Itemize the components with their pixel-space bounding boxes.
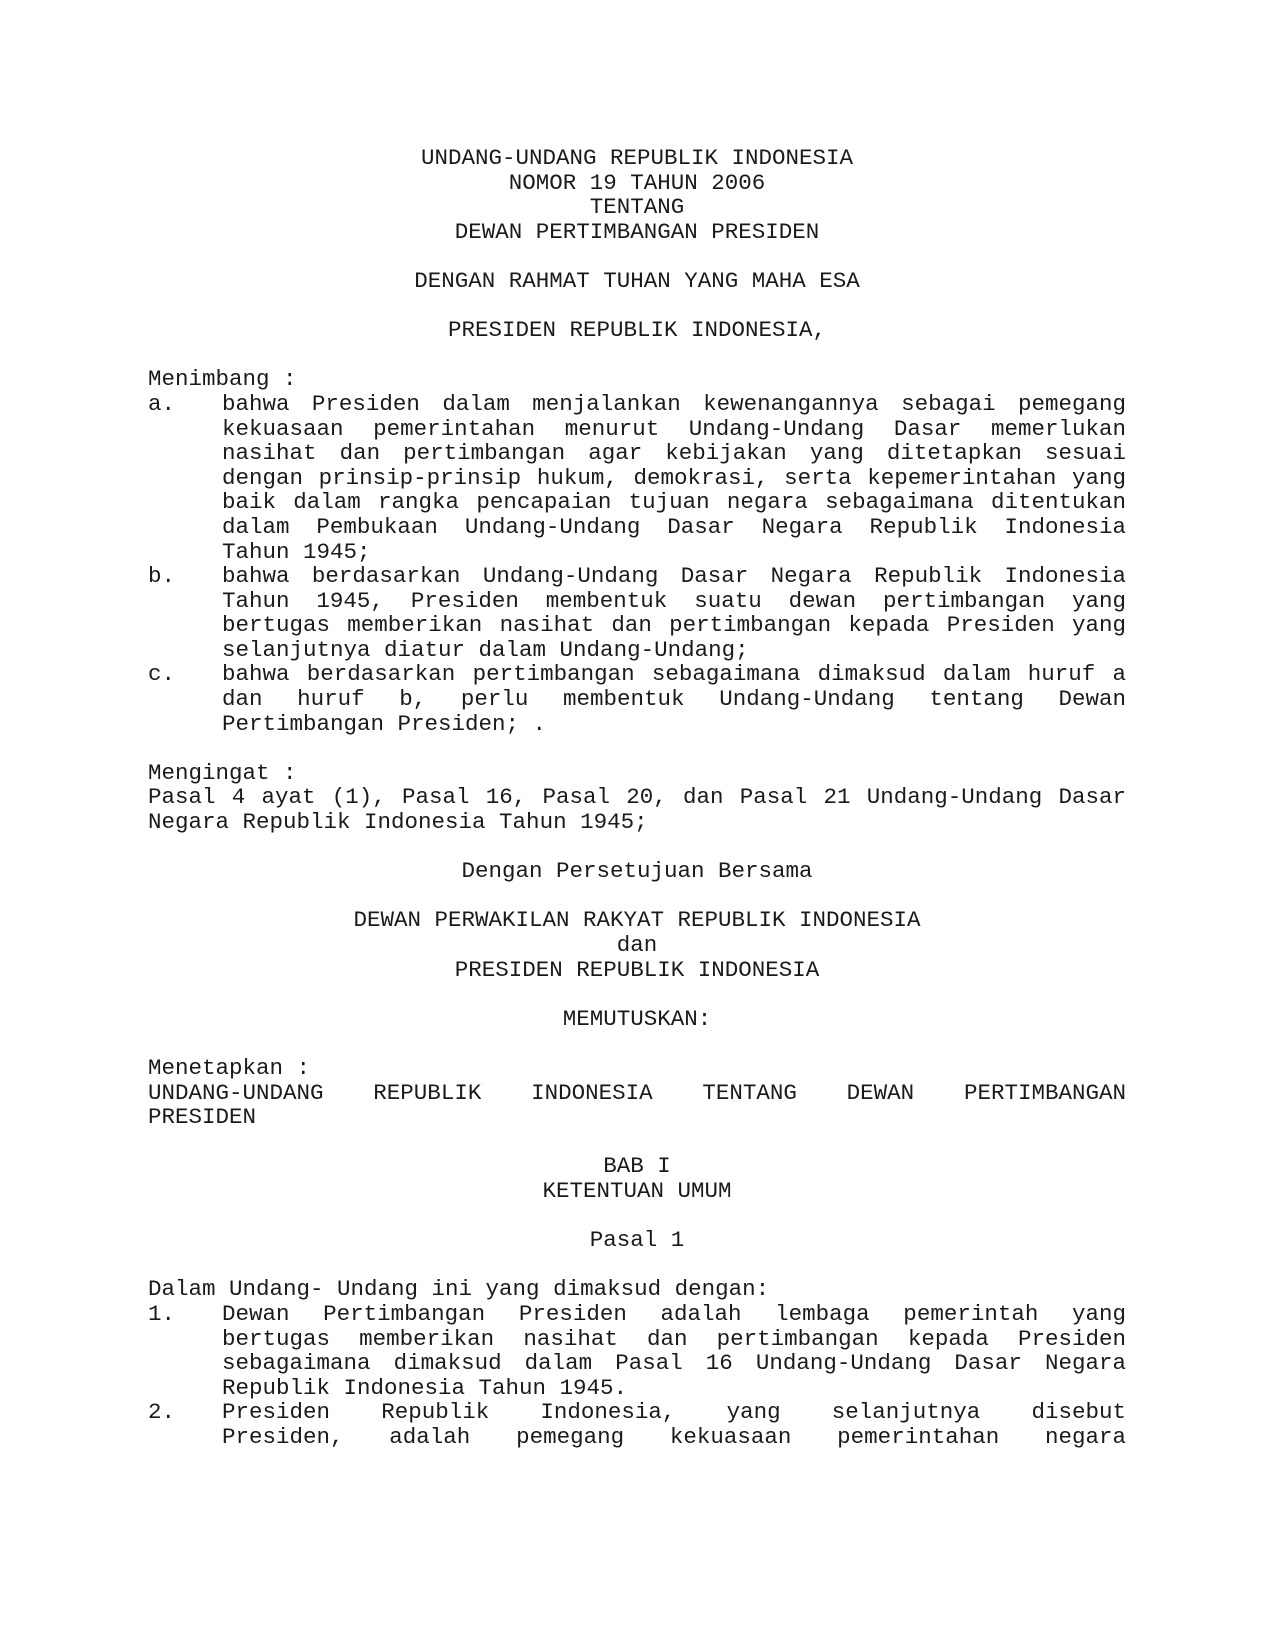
list-item-line: Presiden, adalah pemegang kekuasaan pemerintahan negara — [222, 1423, 1126, 1450]
list-item — [148, 1302, 1126, 1400]
memutuskan-heading: MEMUTUSKAN: — [562, 1005, 712, 1032]
list-item-text: Dewan Pertimbangan Presiden adalah lembaga pemerintah yang bertugas memberikan nasihat dan pertimbangan kepada Presiden sebagaimana dimaksud dalam Pasal 16 Undang-Undang Dasar Negara Republik Indonesia Tahun 1945. — [222, 1300, 1126, 1401]
list-marker: a. — [148, 390, 176, 417]
menetapkan-label: Menetapkan : — [148, 1054, 311, 1081]
list-marker: 2. — [148, 1399, 176, 1426]
approval-president: PRESIDEN REPUBLIK INDONESIA — [454, 956, 820, 983]
chapter-title: KETENTUAN UMUM — [542, 1177, 732, 1204]
list-item-line: Presiden Republik Indonesia, yang selanjutnya disebut — [222, 1399, 1126, 1426]
approval-conjunction: dan — [616, 932, 658, 958]
header-title: UNDANG-UNDANG REPUBLIK INDONESIA — [420, 145, 854, 171]
mengingat-text: Pasal 4 ayat (1), Pasal 16, Pasal 20, dan Pasal 21 Undang-Undang Dasar Negara Republik Indonesia Tahun 1945; — [148, 784, 1126, 836]
president-heading: PRESIDEN REPUBLIK INDONESIA, — [447, 317, 827, 344]
blessing-line: DENGAN RAHMAT TUHAN YANG MAHA ESA — [414, 267, 860, 294]
list-marker: c. — [148, 661, 176, 688]
list-item-text: bahwa Presiden dalam menjalankan kewenangannya sebagai pemegang kekuasaan pemerintahan menurut Undang-Undang Dasar memerlukan nasihat dan pertimbangan agar kebijakan yang ditetapkan sesuai dengan prinsip-prinsip hukum, demokrasi, serta kepemerintahan yang baik dalam rangka pencapaian tujuan negara sebagaimana ditentukan dalam Pembukaan Undang-Undang Dasar Negara Republik Indonesia Tahun 1945; — [222, 390, 1126, 565]
article-title: Pasal 1 — [589, 1227, 685, 1254]
list-item-text: bahwa berdasarkan pertimbangan sebagaimana dimaksud dalam huruf a dan huruf b, perlu membentuk Undang-Undang tentang Dewan Pertimbangan Presiden; . — [222, 661, 1126, 737]
list-item — [148, 662, 1126, 736]
approval-dpr: DEWAN PERWAKILAN RAKYAT REPUBLIK INDONESIA — [353, 907, 921, 934]
menetapkan-section — [148, 1056, 1126, 1130]
approval-parties — [148, 908, 1126, 982]
approval-title: Dengan Persetujuan Bersama — [461, 858, 813, 885]
header-subject: DEWAN PERTIMBANGAN PRESIDEN — [454, 218, 820, 245]
chapter-heading — [148, 1154, 1126, 1203]
list-item — [148, 392, 1126, 564]
menimbang-label: Menimbang : — [148, 366, 297, 393]
header-tentang: TENTANG — [589, 194, 685, 221]
article-body — [148, 1277, 1126, 1449]
list-item-text: bahwa berdasarkan Undang-Undang Dasar Negara Republik Indonesia Tahun 1945, Presiden membentuk suatu dewan pertimbangan yang bertugas memberikan nasihat dan pertimbangan kepada Presiden yang selanjutnya diatur dalam Undang-Undang; — [222, 563, 1126, 663]
document-page — [148, 146, 1126, 1449]
article-intro: Dalam Undang- Undang ini yang dimaksud dengan: — [148, 1276, 770, 1303]
list-item — [148, 1400, 1126, 1449]
menimbang-section — [148, 367, 1126, 736]
list-marker: 1. — [148, 1300, 176, 1327]
list-marker: b. — [148, 563, 176, 590]
header-number: NOMOR 19 TAHUN 2006 — [508, 169, 766, 196]
menetapkan-line-1: UNDANG-UNDANG REPUBLIK INDONESIA TENTANG DEWAN PERTIMBANGAN — [148, 1079, 1126, 1106]
mengingat-section — [148, 761, 1126, 835]
list-item — [148, 564, 1126, 662]
document-header — [148, 146, 1126, 244]
chapter-number: BAB I — [603, 1153, 671, 1180]
menetapkan-line-2: PRESIDEN — [148, 1104, 257, 1131]
mengingat-label: Mengingat : — [148, 759, 297, 786]
